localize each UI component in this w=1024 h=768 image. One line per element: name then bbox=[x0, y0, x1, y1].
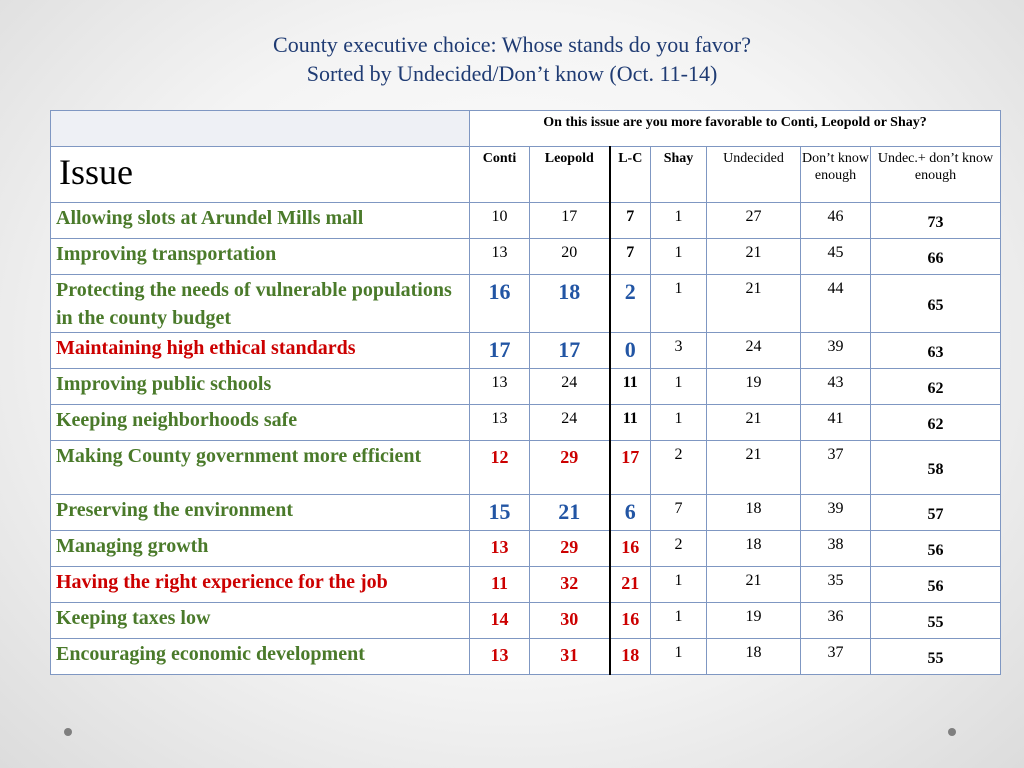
shay-cell: 1 bbox=[651, 239, 707, 275]
undec-total-cell: 55 bbox=[871, 603, 1001, 639]
nav-dot-right bbox=[948, 728, 956, 736]
issues-table bbox=[50, 110, 1001, 675]
col-header-lc: L-C bbox=[610, 147, 651, 203]
dont-know-cell: 38 bbox=[801, 531, 871, 567]
shay-cell: 1 bbox=[651, 567, 707, 603]
lc-cell: 16 bbox=[610, 531, 651, 567]
issue-cell: Having the right experience for the job bbox=[51, 567, 470, 603]
conti-cell: 16 bbox=[470, 275, 530, 333]
conti-cell: 13 bbox=[470, 369, 530, 405]
table-row bbox=[51, 203, 1001, 239]
dont-know-cell: 43 bbox=[801, 369, 871, 405]
issue-cell: Protecting the needs of vulnerable populations in the county budget bbox=[51, 275, 470, 333]
conti-cell: 13 bbox=[470, 239, 530, 275]
col-header-conti: Conti bbox=[470, 147, 530, 203]
leopold-cell: 29 bbox=[530, 531, 610, 567]
conti-cell: 13 bbox=[470, 531, 530, 567]
conti-cell: 14 bbox=[470, 603, 530, 639]
conti-cell: 13 bbox=[470, 405, 530, 441]
table-row bbox=[51, 405, 1001, 441]
header-row-2 bbox=[51, 147, 1001, 203]
col-header-leopold: Leopold bbox=[530, 147, 610, 203]
undec-total-cell: 55 bbox=[871, 639, 1001, 675]
conti-cell: 10 bbox=[470, 203, 530, 239]
conti-cell: 11 bbox=[470, 567, 530, 603]
table-row bbox=[51, 441, 1001, 495]
issue-cell: Allowing slots at Arundel Mills mall bbox=[51, 203, 470, 239]
undecided-cell: 18 bbox=[707, 531, 801, 567]
dont-know-cell: 45 bbox=[801, 239, 871, 275]
lc-cell: 0 bbox=[610, 333, 651, 369]
undecided-cell: 27 bbox=[707, 203, 801, 239]
col-header-shay: Shay bbox=[651, 147, 707, 203]
issue-cell: Preserving the environment bbox=[51, 495, 470, 531]
issue-cell: Managing growth bbox=[51, 531, 470, 567]
title-line-2: Sorted by Undecided/Don’t know (Oct. 11-14) bbox=[306, 61, 718, 86]
undec-total-cell: 73 bbox=[871, 203, 1001, 239]
lc-cell: 11 bbox=[610, 369, 651, 405]
undec-total-cell: 62 bbox=[871, 405, 1001, 441]
header-row-1 bbox=[51, 111, 1001, 147]
shay-cell: 2 bbox=[651, 531, 707, 567]
table-row bbox=[51, 275, 1001, 333]
undecided-cell: 19 bbox=[707, 603, 801, 639]
issue-cell: Keeping taxes low bbox=[51, 603, 470, 639]
dont-know-cell: 36 bbox=[801, 603, 871, 639]
lc-cell: 7 bbox=[610, 239, 651, 275]
leopold-cell: 30 bbox=[530, 603, 610, 639]
table-row bbox=[51, 369, 1001, 405]
leopold-cell: 32 bbox=[530, 567, 610, 603]
conti-cell: 17 bbox=[470, 333, 530, 369]
lc-cell: 7 bbox=[610, 203, 651, 239]
undec-total-cell: 62 bbox=[871, 369, 1001, 405]
table-row bbox=[51, 333, 1001, 369]
lc-cell: 6 bbox=[610, 495, 651, 531]
issue-cell: Maintaining high ethical standards bbox=[51, 333, 470, 369]
dont-know-cell: 41 bbox=[801, 405, 871, 441]
shay-cell: 1 bbox=[651, 639, 707, 675]
lc-cell: 16 bbox=[610, 603, 651, 639]
lc-cell: 11 bbox=[610, 405, 651, 441]
dont-know-cell: 37 bbox=[801, 441, 871, 495]
dont-know-cell: 46 bbox=[801, 203, 871, 239]
issue-column-header: Issue bbox=[51, 147, 470, 203]
issue-cell: Improving public schools bbox=[51, 369, 470, 405]
col-header-undec-total: Undec.+ don’t know enough bbox=[871, 147, 1001, 203]
lc-cell: 17 bbox=[610, 441, 651, 495]
lc-cell: 2 bbox=[610, 275, 651, 333]
undecided-cell: 19 bbox=[707, 369, 801, 405]
undec-total-cell: 57 bbox=[871, 495, 1001, 531]
undec-total-cell: 65 bbox=[871, 275, 1001, 333]
undecided-cell: 21 bbox=[707, 441, 801, 495]
table-row bbox=[51, 639, 1001, 675]
shay-cell: 1 bbox=[651, 405, 707, 441]
issue-cell: Keeping neighborhoods safe bbox=[51, 405, 470, 441]
dont-know-cell: 35 bbox=[801, 567, 871, 603]
leopold-cell: 17 bbox=[530, 203, 610, 239]
undecided-cell: 21 bbox=[707, 239, 801, 275]
dont-know-cell: 39 bbox=[801, 495, 871, 531]
table-row bbox=[51, 495, 1001, 531]
table-row bbox=[51, 239, 1001, 275]
issue-cell: Encouraging economic development bbox=[51, 639, 470, 675]
leopold-cell: 21 bbox=[530, 495, 610, 531]
issue-cell: Making County government more efficient bbox=[51, 441, 470, 495]
leopold-cell: 20 bbox=[530, 239, 610, 275]
shay-cell: 3 bbox=[651, 333, 707, 369]
undec-total-cell: 66 bbox=[871, 239, 1001, 275]
dont-know-cell: 44 bbox=[801, 275, 871, 333]
shay-cell: 1 bbox=[651, 203, 707, 239]
undecided-cell: 18 bbox=[707, 639, 801, 675]
leopold-cell: 24 bbox=[530, 369, 610, 405]
leopold-cell: 29 bbox=[530, 441, 610, 495]
leopold-cell: 18 bbox=[530, 275, 610, 333]
undecided-cell: 21 bbox=[707, 567, 801, 603]
table-row bbox=[51, 603, 1001, 639]
lc-cell: 21 bbox=[610, 567, 651, 603]
shay-cell: 1 bbox=[651, 369, 707, 405]
undec-total-cell: 63 bbox=[871, 333, 1001, 369]
leopold-cell: 17 bbox=[530, 333, 610, 369]
table-row bbox=[51, 531, 1001, 567]
dont-know-cell: 39 bbox=[801, 333, 871, 369]
conti-cell: 13 bbox=[470, 639, 530, 675]
conti-cell: 12 bbox=[470, 441, 530, 495]
undecided-cell: 21 bbox=[707, 275, 801, 333]
undecided-cell: 24 bbox=[707, 333, 801, 369]
leopold-cell: 24 bbox=[530, 405, 610, 441]
col-header-dont-know: Don’t know enough bbox=[801, 147, 871, 203]
shay-cell: 1 bbox=[651, 275, 707, 333]
shay-cell: 1 bbox=[651, 603, 707, 639]
dont-know-cell: 37 bbox=[801, 639, 871, 675]
undecided-cell: 18 bbox=[707, 495, 801, 531]
nav-dot-left bbox=[64, 728, 72, 736]
col-header-undecided: Undecided bbox=[707, 147, 801, 203]
undec-total-cell: 56 bbox=[871, 531, 1001, 567]
shay-cell: 2 bbox=[651, 441, 707, 495]
conti-cell: 15 bbox=[470, 495, 530, 531]
slide-title bbox=[0, 30, 1024, 88]
shay-cell: 7 bbox=[651, 495, 707, 531]
header-corner bbox=[51, 111, 470, 147]
table-row bbox=[51, 567, 1001, 603]
leopold-cell: 31 bbox=[530, 639, 610, 675]
title-line-1: County executive choice: Whose stands do you favor? bbox=[273, 32, 751, 57]
header-question: On this issue are you more favorable to Conti, Leopold or Shay? bbox=[470, 111, 1001, 147]
undecided-cell: 21 bbox=[707, 405, 801, 441]
undec-total-cell: 56 bbox=[871, 567, 1001, 603]
issue-cell: Improving transportation bbox=[51, 239, 470, 275]
undec-total-cell: 58 bbox=[871, 441, 1001, 495]
lc-cell: 18 bbox=[610, 639, 651, 675]
